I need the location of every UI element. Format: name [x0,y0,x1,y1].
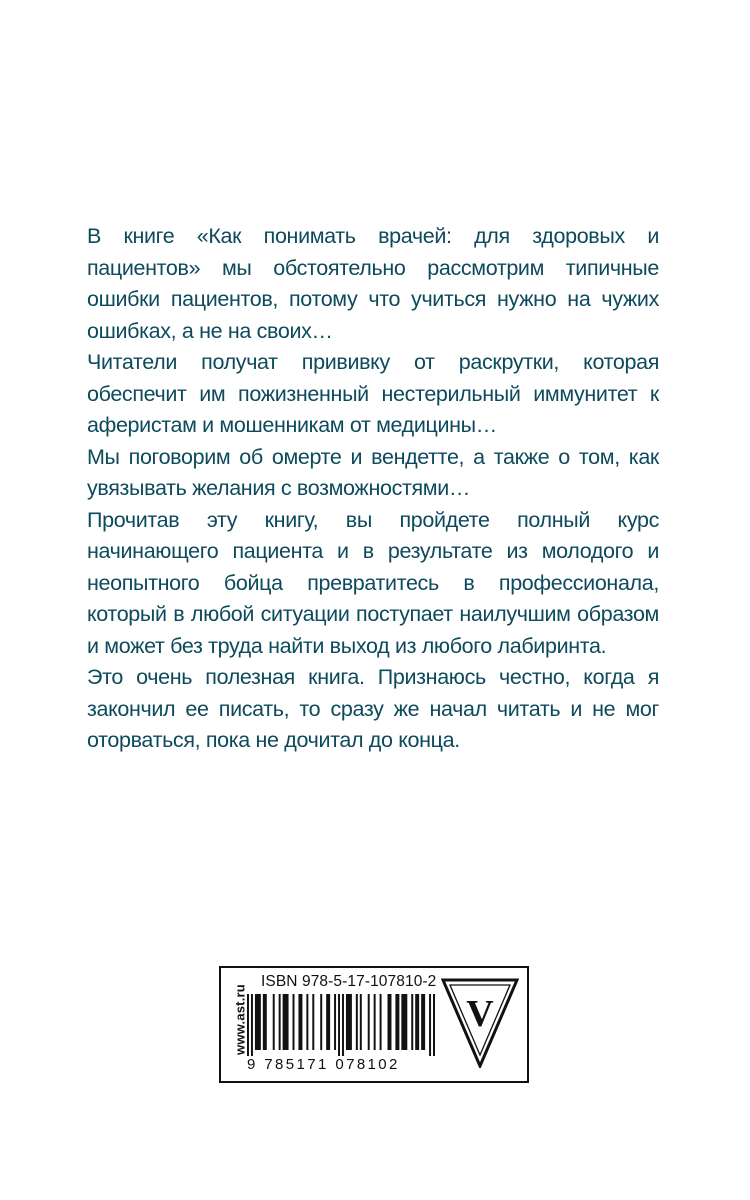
ean-digits: 9 785171 078102 [247,1056,400,1073]
barcode-bar-4 [263,994,267,1050]
barcode-bar-1 [247,994,249,1056]
barcode-bar-13 [326,994,330,1050]
barcode-bar-16 [342,994,344,1056]
publisher-logo-v [441,978,519,1068]
blurb-paragraph-1: В книге «Как понимать врачей: для здоровых и пациентов» мы обстоятельно рассмотрим типичные ошибки пациентов, потому что учиться нужно на чужих ошибках, а не на своих… [87,224,659,343]
barcode-bar-3 [255,994,261,1050]
isbn-barcode-box [219,966,529,1083]
barcode-bar-22 [380,994,382,1050]
blurb-paragraph-3: Мы поговорим об омерте и вендетте, а также о том, как увязывать желания с возможностями… [87,444,659,500]
barcode-bar-9 [298,994,302,1050]
barcode-bar-24 [395,994,399,1050]
barcode-bar-25 [401,994,407,1050]
barcode-bar-29 [429,994,431,1056]
barcode-bar-15 [338,994,340,1056]
barcode-bar-2 [251,994,253,1056]
barcode-bar-8 [293,994,295,1050]
barcode-bar-20 [368,994,370,1050]
barcode-bar-19 [360,994,362,1050]
blurb-paragraph-4: Прочитав эту книгу, вы пройдете полный курс начинающего пациента и в результате из молодого и неопытного бойца превратитесь в профессионала, который в любой ситуации поступает наилучшим образом и может без труда найти выход из любого лабиринта. [87,507,659,658]
barcode-bars [247,994,435,1056]
barcode-bar-17 [346,994,352,1050]
isbn-number: ISBN 978-5-17-107810-2 [261,973,437,990]
barcode-bar-6 [279,994,281,1050]
blurb-text [87,221,659,757]
barcode-bar-10 [306,994,308,1050]
barcode-bar-30 [433,994,435,1056]
publisher-website: www.ast.ru [232,984,248,1055]
barcode-bar-12 [320,994,322,1050]
barcode-bar-14 [334,994,336,1050]
barcode-bar-26 [411,994,413,1050]
barcode-bar-27 [415,994,419,1050]
blurb-paragraph-5: Это очень полезная книга. Признаюсь честно, когда я закончил ее писать, то сразу же начал читать и не мог оторваться, пока не дочитал до конца. [87,665,659,752]
blurb-paragraph-2: Читатели получат прививку от раскрутки, которая обеспечит им пожизненный нестерильный иммунитет к аферистам и мошенникам от медицины… [87,350,659,437]
publisher-logo-letter: V [466,993,494,1035]
barcode-bar-28 [421,994,425,1050]
barcode-bar-11 [312,994,314,1050]
barcode-bar-23 [388,994,392,1050]
barcode-bar-18 [356,994,358,1050]
barcode-bar-5 [273,994,275,1050]
barcode-bar-7 [283,994,289,1050]
barcode-bar-21 [374,994,376,1050]
